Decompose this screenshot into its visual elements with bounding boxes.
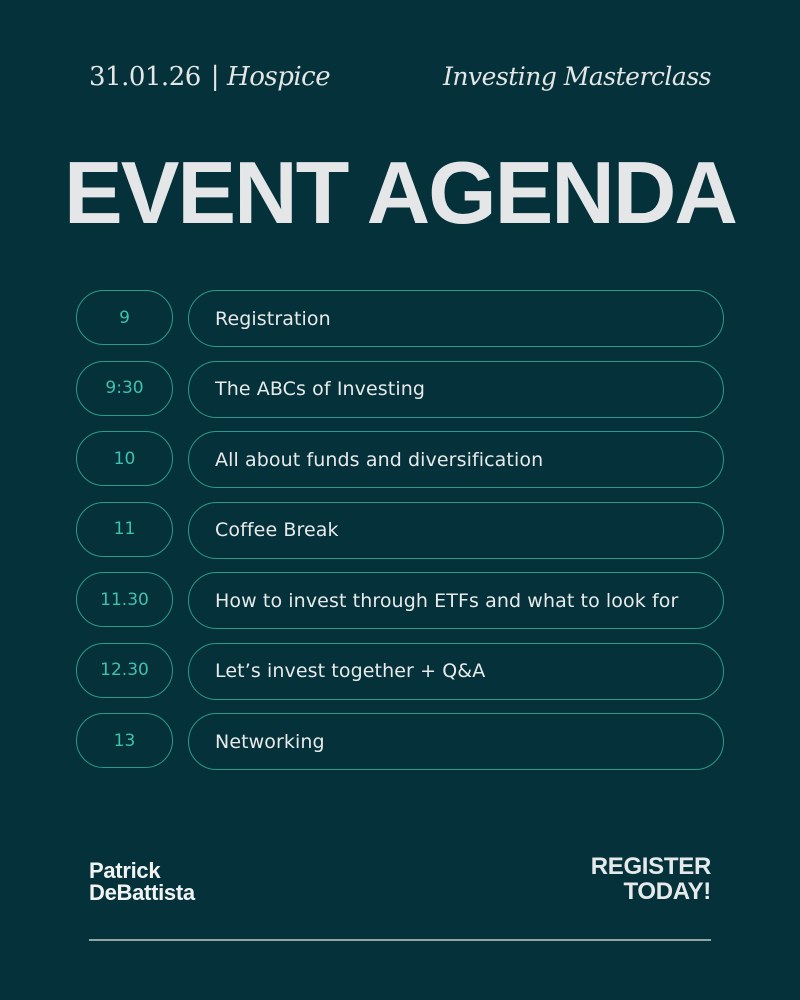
agenda-item: Networking [188,713,724,770]
register-cta-line2: TODAY! [623,878,711,905]
agenda-row [76,643,724,700]
agenda-row [76,502,724,559]
event-date-venue [89,62,330,92]
brand-first-name: Patrick [89,858,161,883]
brand-name [89,860,195,904]
agenda-row [76,431,724,488]
agenda-row [76,290,724,347]
agenda-time: 11 [76,502,173,557]
agenda-item: Coffee Break [188,502,724,559]
agenda-time: 10 [76,431,173,486]
page-title: EVENT AGENDA [64,143,736,242]
agenda-item: All about funds and diversification [188,431,724,488]
agenda-time: 12.30 [76,643,173,698]
event-date: 31.01.26 [89,62,201,92]
register-cta-line1: REGISTER [590,853,711,880]
agenda-item: How to invest through ETFs and what to look for [188,572,724,629]
agenda-time: 13 [76,713,173,768]
agenda-row [76,713,724,770]
agenda-item: The ABCs of Investing [188,361,724,418]
agenda-time: 11.30 [76,572,173,627]
agenda-row [76,361,724,418]
event-venue: Hospice [227,62,331,92]
event-name: Investing Masterclass [442,62,711,91]
agenda-time: 9 [76,290,173,345]
header-separator: | [210,62,220,92]
agenda-row [76,572,724,629]
agenda-list [76,290,724,784]
footer-divider [89,939,711,941]
agenda-item: Let’s invest together + Q&A [188,643,724,700]
agenda-time: 9:30 [76,361,173,416]
register-cta [591,854,711,904]
brand-last-name: DeBattista [89,880,195,905]
agenda-item: Registration [188,290,724,347]
